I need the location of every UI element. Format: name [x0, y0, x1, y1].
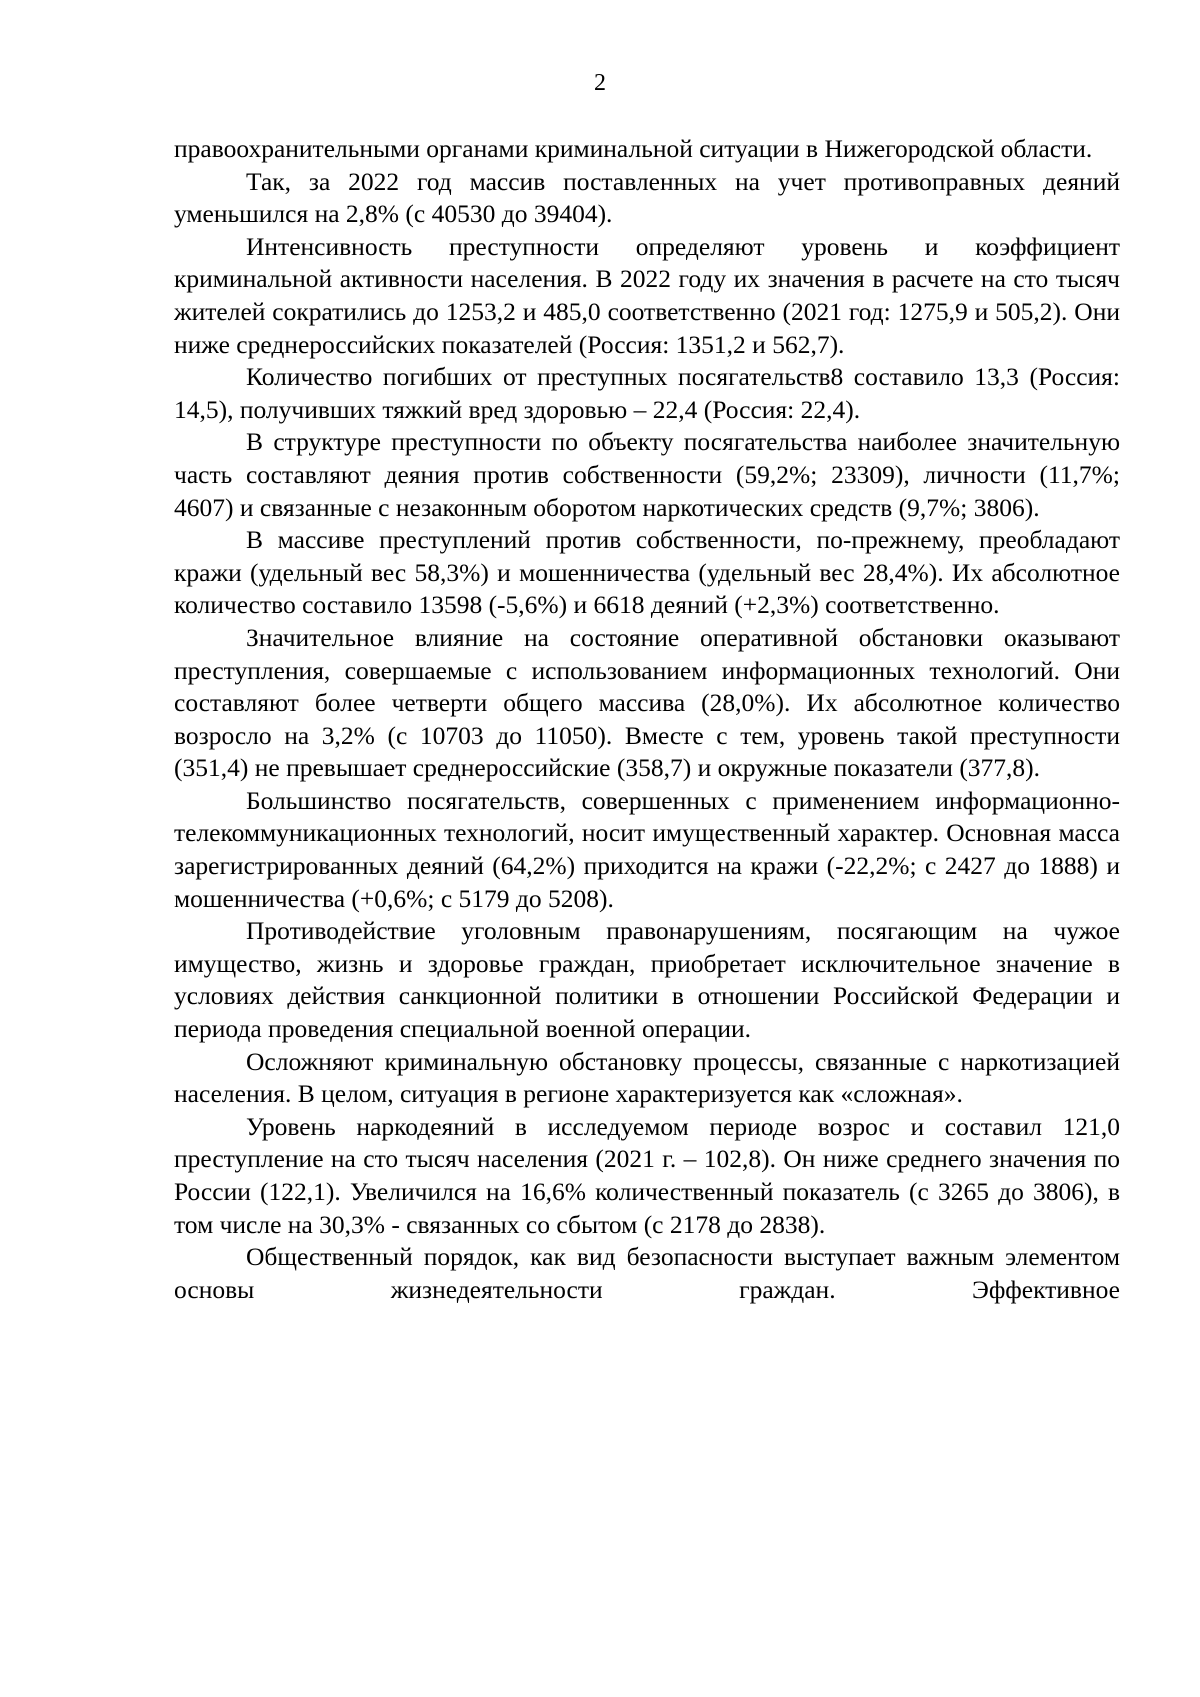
paragraph: Значительное влияние на состояние оперативной обстановки оказывают преступления, совершаемые с использованием информационных технологий. Они составляют более четверти общего массива (28,0%). Их абсолютное количество возросло на 3,2% (с 10703 до 11050). Вместе с тем, уровень такой преступности (351,4) не превышает среднероссийские (358,7) и окружные показатели (377,8).: [174, 622, 1120, 783]
paragraph: Уровень наркодеяний в исследуемом периоде возрос и составил 121,0 преступление на сто тысяч населения (2021 г. – 102,8). Он ниже среднего значения по России (122,1). Увеличился на 16,6% количественный показатель (с 3265 до 3806), в том числе на 30,3% - связанных со сбытом (с 2178 до 2838).: [174, 1111, 1120, 1239]
paragraph: Большинство посягательств, совершенных с применением информационно-телекоммуникационных технологий, носит имущественный характер. Основная масса зарегистрированных деяний (64,2%) приходится на кражи (-22,2%; с 2427 до 1888) и мошенничества (+0,6%; с 5179 до 5208).: [174, 785, 1120, 913]
paragraph: Количество погибших от преступных посягательств8 составило 13,3 (Россия: 14,5), получивших тяжкий вред здоровью – 22,4 (Россия: 22,4).: [174, 362, 1120, 424]
paragraph: Осложняют криминальную обстановку процессы, связанные с наркотизацией населения. В целом, ситуация в регионе характеризуется как «сложная».: [174, 1046, 1120, 1109]
paragraph: Противодействие уголовным правонарушениям, посягающим на чужое имущество, жизнь и здоровье граждан, приобретает исключительное значение в условиях действия санкционной политики в отношении Российской Федерации и периода проведения специальной военной операции.: [174, 916, 1120, 1044]
paragraph: Интенсивность преступности определяют уровень и коэффициент криминальной активности населения. В 2022 году их значения в расчете на сто тысяч жителей сократились до 1253,2 и 485,0 соответственно (2021 год: 1275,9 и 505,2). Они ниже среднероссийских показателей (Россия: 1351,2 и 562,7).: [174, 231, 1120, 359]
paragraph: В массиве преступлений против собственности, по-прежнему, преобладают кражи (удельный вес 58,3%) и мошенничества (удельный вес 28,4%). Их абсолютное количество составило 13598 (-5,6%) и 6618 деяний (+2,3%) соответственно.: [174, 525, 1120, 620]
paragraph: Общественный порядок, как вид безопасности выступает важным элементом основы жизнедеятельности граждан. Эффективное: [174, 1242, 1120, 1304]
document-body: [174, 133, 1120, 1306]
page-number: 2: [594, 70, 606, 96]
paragraph: В структуре преступности по объекту посягательства наиболее значительную часть составляют деяния против собственности (59,2%; 23309), личности (11,7%; 4607) и связанные с незаконным оборотом наркотических средств (9,7%; 3806).: [174, 427, 1120, 522]
paragraph: Так, за 2022 год массив поставленных на учет противоправных деяний уменьшился на 2,8% (с 40530 до 39404).: [174, 166, 1120, 229]
paragraph: правоохранительными органами криминальной ситуации в Нижегородской области.: [174, 134, 1093, 163]
